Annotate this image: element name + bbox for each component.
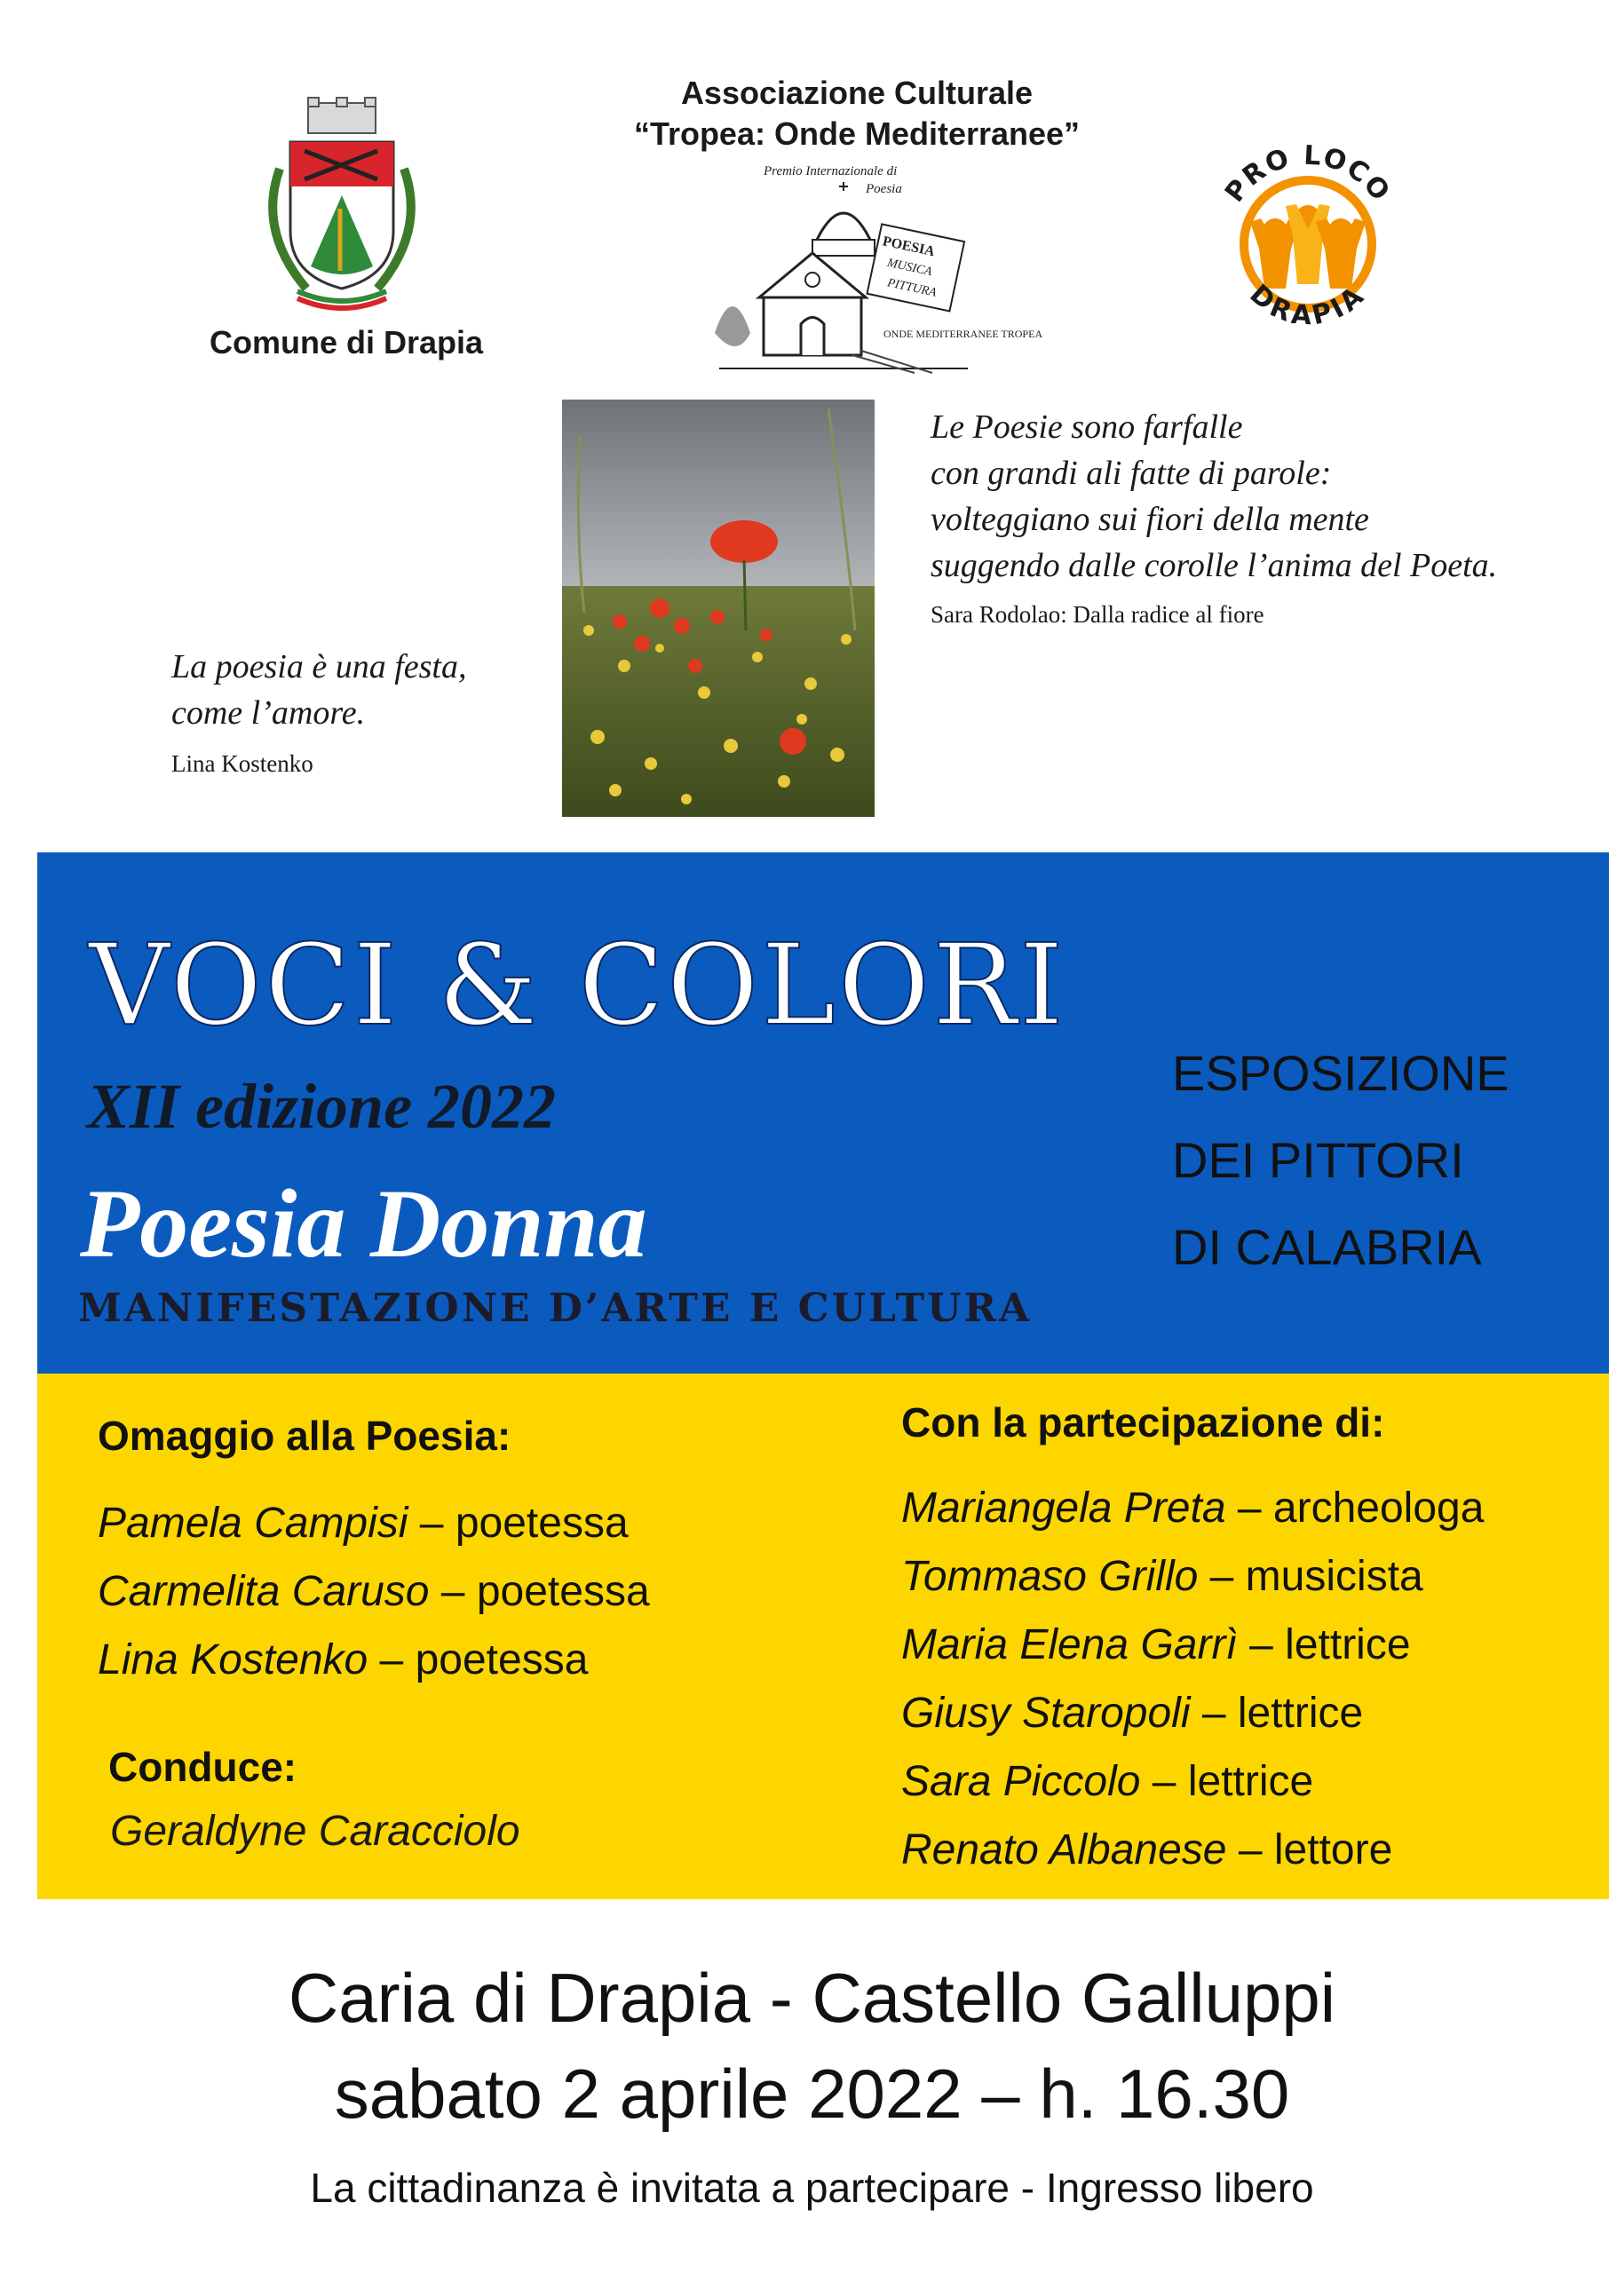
quote-line: Le Poesie sono farfalle <box>931 408 1243 446</box>
sketch-sign-3: PITTURA <box>885 276 938 300</box>
person-name: Lina Kostenko <box>98 1636 368 1683</box>
list-item <box>901 1542 1484 1611</box>
conduce-name: Geraldyne Caracciolo <box>110 1808 520 1855</box>
person-name: Tommaso Grillo <box>901 1553 1199 1600</box>
person-name: Pamela Campisi <box>98 1500 408 1547</box>
event-title: VOCI & COLORI <box>89 920 1066 1050</box>
quote-line: La poesia è una festa, <box>171 648 467 685</box>
person-name: Carmelita Caruso <box>98 1568 430 1615</box>
comune-label: Comune di Drapia <box>209 324 484 360</box>
person-role: – poetessa <box>408 1500 629 1547</box>
list-item <box>901 1816 1484 1884</box>
event-subtitle: MANIFESTAZIONE D’ARTE E CULTURA <box>78 1286 1033 1331</box>
conduce-heading: Conduce: <box>108 1744 297 1790</box>
quote-author: Lina Kostenko <box>171 750 313 777</box>
sketch-caption-2: Poesia <box>866 182 902 196</box>
quote-line: come l’amore. <box>171 694 366 732</box>
person-role: – poetessa <box>368 1636 589 1683</box>
quote-line: con grandi ali fatte di parole: <box>931 455 1332 492</box>
partecipazione-heading: Con la partecipazione di: <box>901 1399 1385 1445</box>
person-name: Maria Elena Garrì <box>901 1621 1238 1668</box>
exhibition-line: ESPOSIZIONE <box>1172 1045 1509 1101</box>
person-name: Giusy Staropoli <box>901 1690 1191 1737</box>
quote-kostenko <box>171 644 544 778</box>
list-item <box>98 1489 650 1557</box>
list-item <box>901 1611 1484 1679</box>
association-line-2: “Tropea: Onde Mediterranee” <box>633 115 1081 152</box>
list-item <box>901 1679 1484 1747</box>
event-edition: XII edizione 2022 <box>87 1071 557 1142</box>
poppy-field-photo <box>562 400 875 817</box>
partecipazione-list <box>901 1474 1484 1884</box>
person-role: – musicista <box>1198 1553 1423 1600</box>
quote-rodolao <box>931 404 1605 629</box>
quote-author: Sara Rodolao: Dalla radice al fiore <box>931 601 1264 628</box>
association-line-1: Associazione Culturale <box>680 75 1034 111</box>
event-theme: Poesia Donna <box>80 1169 647 1278</box>
list-item <box>901 1474 1484 1542</box>
sketch-caption-3: ONDE MEDITERRANEE TROPEA <box>883 328 1043 340</box>
event-datetime: sabato 2 aprile 2022 – h. 16.30 <box>334 2055 1290 2133</box>
invitation-note: La cittadinanza è invitata a partecipare - Ingresso libero <box>310 2165 1314 2211</box>
person-name: Mariangela Preta <box>901 1485 1226 1532</box>
person-role: – lettrice <box>1237 1621 1411 1668</box>
person-role: – lettrice <box>1140 1758 1314 1805</box>
proloco-bottom-text: DRAPIA <box>1243 278 1373 332</box>
person-role: – lettrice <box>1190 1690 1364 1737</box>
sketch-sign-2: MUSICA <box>885 256 933 280</box>
person-name: Sara Piccolo <box>901 1758 1141 1805</box>
quote-line: suggendo dalle corolle l’anima del Poeta. <box>931 547 1498 584</box>
person-role: – archeologa <box>1225 1485 1485 1532</box>
person-role: – lettore <box>1226 1826 1393 1873</box>
omaggio-heading: Omaggio alla Poesia: <box>98 1413 511 1459</box>
comune-coat-of-arms <box>253 98 431 320</box>
association-sketch-logo <box>710 155 1043 377</box>
list-item <box>98 1626 650 1694</box>
exhibition-block <box>1172 1030 1580 1291</box>
list-item <box>98 1557 650 1626</box>
sketch-caption-1: Premio Internazionale di <box>764 164 898 178</box>
exhibition-line: DEI PITTORI <box>1172 1132 1464 1188</box>
event-venue: Caria di Drapia - Castello Galluppi <box>288 1959 1336 2037</box>
person-name: Renato Albanese <box>901 1826 1227 1873</box>
association-title <box>533 73 1181 154</box>
sketch-sign-1: POESIA <box>881 234 937 260</box>
quote-line: volteggiano sui fiori della mente <box>931 501 1369 538</box>
list-item <box>901 1747 1484 1816</box>
proloco-logo <box>1197 133 1419 355</box>
exhibition-line: DI CALABRIA <box>1172 1219 1482 1275</box>
proloco-top-text: PRO LOCO <box>1219 139 1397 209</box>
omaggio-list <box>98 1489 650 1694</box>
person-role: – poetessa <box>429 1568 650 1615</box>
